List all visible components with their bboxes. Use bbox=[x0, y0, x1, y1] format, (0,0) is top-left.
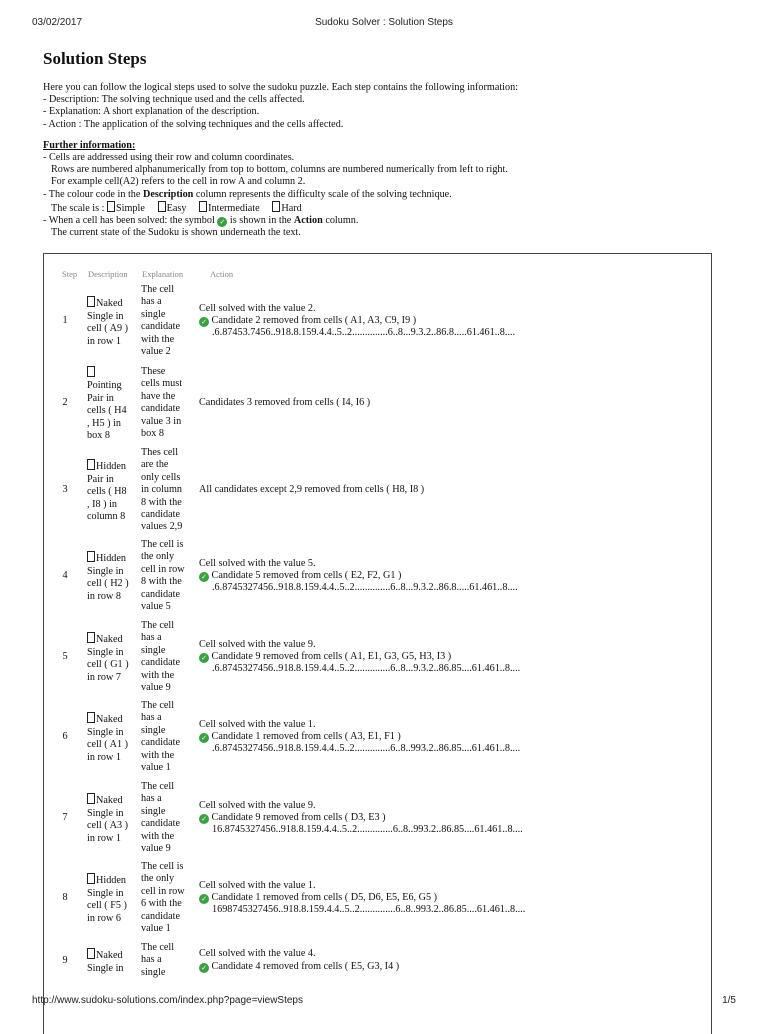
description-text: Naked bbox=[96, 795, 123, 807]
description-line bbox=[87, 296, 141, 310]
description-text: Naked bbox=[96, 298, 123, 310]
col-header-action: Action bbox=[210, 269, 234, 279]
description-line bbox=[87, 913, 141, 925]
sudoku-state: .6.8745327456..918.8.159.4.4..5..2..............6..8...9.3.2..86.85....61.461..8.... bbox=[212, 663, 521, 675]
step-number: 7 bbox=[62, 812, 68, 824]
step-explanation bbox=[141, 539, 199, 613]
step-description bbox=[87, 793, 141, 845]
action-text: All candidates except 2,9 removed from cells ( H8, I8 ) bbox=[199, 484, 425, 496]
explanation-line: candidate bbox=[141, 818, 181, 830]
description-line bbox=[87, 888, 141, 900]
description-text: column 8 bbox=[87, 511, 126, 523]
info-line: The current state of the Sudoku is shown underneath the text. bbox=[51, 227, 301, 239]
description-line bbox=[87, 739, 141, 751]
step-description bbox=[87, 551, 141, 603]
description-line bbox=[87, 712, 141, 726]
action-text: Candidate 4 removed from cells ( E5, G3, I4 ) bbox=[211, 960, 400, 972]
description-line bbox=[87, 948, 141, 962]
difficulty-swatch-icon bbox=[87, 459, 95, 470]
description-line bbox=[87, 793, 141, 807]
explanation-line: value 1 bbox=[141, 762, 171, 774]
step-explanation bbox=[141, 781, 199, 855]
solved-text: Cell solved with the value 9. bbox=[199, 638, 316, 650]
description-text: Pair in bbox=[87, 473, 114, 485]
intro-line: Here you can follow the logical steps used to solve the sudoku puzzle. Each step contains the following information: bbox=[43, 82, 519, 93]
description-text: cells ( H8 bbox=[87, 486, 127, 498]
step-description bbox=[87, 296, 141, 348]
action-line bbox=[199, 570, 719, 582]
col-header-step: Step bbox=[62, 269, 78, 279]
step-explanation bbox=[141, 942, 199, 979]
explanation-line: value 9 bbox=[141, 682, 171, 694]
step-action bbox=[199, 800, 719, 837]
explanation-line: cell in row bbox=[141, 885, 185, 897]
step-number: 4 bbox=[62, 570, 68, 582]
scale-label: The scale is : bbox=[51, 202, 105, 214]
info-text: - The colour code in the bbox=[43, 188, 143, 200]
difficulty-swatch-icon bbox=[87, 793, 95, 804]
step-description bbox=[87, 459, 141, 523]
step-number: 6 bbox=[62, 731, 68, 743]
action-line bbox=[199, 315, 719, 327]
explanation-line: The cell is bbox=[141, 539, 184, 550]
description-text: cell ( H2 ) bbox=[87, 578, 129, 590]
print-page-number: 1/5 bbox=[722, 995, 736, 1006]
explanation-line: with the bbox=[141, 749, 175, 761]
action-text: Candidate 5 removed from cells ( E2, F2, G1 ) bbox=[211, 570, 402, 581]
intro-line: - Explanation: A short explanation of the description. bbox=[43, 106, 260, 118]
step-description bbox=[87, 712, 141, 764]
solved-check-icon: ✓ bbox=[199, 317, 209, 327]
description-line bbox=[87, 311, 141, 323]
description-text: Single in bbox=[87, 962, 124, 974]
step-number: 1 bbox=[62, 315, 68, 327]
description-text: cell ( F5 ) bbox=[87, 900, 127, 912]
info-bold: Description bbox=[142, 188, 194, 200]
step-explanation bbox=[141, 366, 199, 440]
sudoku-state: 1698745327456..918.8.159.4.4..5..2..............6..8..993.2..86.85....61.461..8.... bbox=[212, 904, 526, 916]
step-action bbox=[199, 948, 719, 973]
description-line bbox=[87, 511, 141, 523]
explanation-line: in column bbox=[141, 484, 183, 496]
explanation-line: candidate bbox=[141, 321, 181, 333]
description-text: , H5 ) in bbox=[87, 417, 121, 429]
solved-text: Cell solved with the value 1. bbox=[199, 879, 316, 891]
intro-line: - Action : The application of the solving techniques and the cells affected. bbox=[43, 118, 344, 130]
explanation-line: the only bbox=[141, 873, 175, 885]
solved-check-icon: ✓ bbox=[199, 572, 209, 582]
explanation-line: values 2,9 bbox=[141, 521, 183, 533]
scale-hard: Hard bbox=[281, 202, 302, 214]
difficulty-swatch-icon bbox=[87, 632, 95, 643]
explanation-line: The cell bbox=[141, 781, 175, 792]
difficulty-swatch-icon bbox=[87, 873, 95, 884]
solved-check-icon: ✓ bbox=[199, 653, 209, 663]
description-text: in row 7 bbox=[87, 671, 121, 683]
action-line bbox=[199, 812, 719, 824]
description-line bbox=[87, 430, 141, 442]
description-text: Pair in bbox=[87, 392, 114, 404]
col-header-description: Description bbox=[88, 269, 128, 279]
description-text: in row 1 bbox=[87, 335, 121, 347]
info-text: - When a cell has been solved: the symbol bbox=[43, 215, 215, 227]
explanation-line: candidate bbox=[141, 509, 181, 521]
solved-text: Cell solved with the value 9. bbox=[199, 799, 316, 811]
explanation-line: has a bbox=[141, 793, 162, 805]
sudoku-state: .6.8745327456..918.8.159.4.4..5..2..............6..8...9.3.2..86.8.....61.461..8.... bbox=[212, 582, 518, 594]
step-number: 2 bbox=[62, 397, 68, 409]
description-text: in row 1 bbox=[87, 832, 121, 844]
description-text: in row 8 bbox=[87, 590, 121, 602]
step-description bbox=[87, 366, 141, 442]
info-text: is shown in the bbox=[229, 215, 294, 227]
explanation-line: Thes cell bbox=[141, 447, 179, 458]
explanation-line: have the bbox=[141, 390, 176, 402]
description-text: Single in bbox=[87, 726, 124, 738]
explanation-line: with the bbox=[141, 333, 175, 345]
description-text: Pointing bbox=[87, 380, 122, 392]
explanation-line: The cell bbox=[141, 942, 175, 953]
description-text: cells ( H4 bbox=[87, 405, 127, 417]
description-line bbox=[87, 418, 141, 430]
explanation-line: candidate bbox=[141, 588, 181, 600]
description-line bbox=[87, 873, 141, 887]
explanation-line: only cells bbox=[141, 471, 181, 483]
info-text: column represents the difficulty scale of the solving technique. bbox=[193, 188, 452, 200]
description-text: Naked bbox=[96, 714, 123, 726]
sudoku-state: .6.8745327456..918.8.159.4.4..5..2..............6..8..993.2..86.85....61.461..8.... bbox=[212, 743, 521, 755]
info-line bbox=[43, 189, 733, 201]
description-text: cell ( A9 ) bbox=[87, 323, 129, 335]
action-line bbox=[199, 731, 719, 743]
solved-check-icon: ✓ bbox=[199, 894, 209, 904]
description-line bbox=[87, 336, 141, 348]
explanation-line: The cell bbox=[141, 284, 175, 295]
description-text: cell ( A1 ) bbox=[87, 739, 129, 751]
sudoku-state: 16.8745327456..918.8.159.4.4..5..2..............6..8..993.2..86.85....61.461..8.... bbox=[212, 824, 523, 836]
step-action bbox=[199, 397, 719, 409]
step-explanation bbox=[141, 861, 199, 935]
scale-simple: Simple bbox=[116, 202, 145, 214]
scale-easy: Easy bbox=[166, 202, 187, 214]
description-line bbox=[87, 366, 141, 380]
action-text: Candidate 9 removed from cells ( A1, E1, G3, G5, H3, I3 ) bbox=[211, 651, 452, 662]
hard-swatch-icon bbox=[272, 201, 280, 212]
description-line bbox=[87, 380, 141, 392]
description-text: box 8 bbox=[87, 430, 110, 442]
info-line: For example cell(A2) refers to the cell in row A and column 2. bbox=[51, 176, 306, 188]
description-text: Single in bbox=[87, 887, 124, 899]
step-action bbox=[199, 303, 719, 340]
print-date: 03/02/2017 bbox=[32, 17, 83, 28]
step-action bbox=[199, 719, 719, 756]
description-text: Hidden bbox=[96, 461, 126, 473]
difficulty-swatch-icon bbox=[87, 948, 95, 959]
step-action bbox=[199, 880, 719, 917]
step-description bbox=[87, 632, 141, 684]
explanation-line: The cell is bbox=[141, 861, 184, 872]
description-line bbox=[87, 591, 141, 603]
explanation-line: 8 with the bbox=[141, 576, 182, 588]
description-line bbox=[87, 632, 141, 646]
description-line bbox=[87, 499, 141, 511]
step-explanation bbox=[141, 447, 199, 534]
step-action bbox=[199, 639, 719, 676]
description-line bbox=[87, 808, 141, 820]
explanation-line: 6 with the bbox=[141, 898, 182, 910]
explanation-line: the only bbox=[141, 551, 175, 563]
step-number: 3 bbox=[62, 484, 68, 496]
step-explanation bbox=[141, 284, 199, 358]
solved-check-icon: ✓ bbox=[217, 217, 227, 227]
explanation-line: has a bbox=[141, 632, 162, 644]
explanation-line: with the bbox=[141, 830, 175, 842]
explanation-line: has a bbox=[141, 712, 162, 724]
description-line bbox=[87, 393, 141, 405]
explanation-line: has a bbox=[141, 954, 162, 966]
scale-intermediate: Intermediate bbox=[208, 202, 260, 214]
action-text: Candidate 1 removed from cells ( D5, D6, E5, E6, G5 ) bbox=[211, 892, 438, 903]
description-text: Single in bbox=[87, 646, 124, 658]
explanation-line: candidate bbox=[141, 657, 181, 669]
solved-check-icon: ✓ bbox=[199, 733, 209, 743]
step-number: 5 bbox=[62, 651, 68, 663]
info-line: Rows are numbered alphanumerically from top to bottom, columns are numbered numerically from left to right. bbox=[51, 164, 508, 176]
description-text: Single in bbox=[87, 565, 124, 577]
solved-check-icon: ✓ bbox=[199, 814, 209, 824]
description-text: cell ( G1 ) bbox=[87, 659, 129, 671]
description-line bbox=[87, 900, 141, 912]
description-line bbox=[87, 659, 141, 671]
explanation-line: value 3 in bbox=[141, 415, 182, 427]
difficulty-swatch-icon bbox=[87, 366, 95, 377]
description-line bbox=[87, 474, 141, 486]
description-line bbox=[87, 672, 141, 684]
description-line bbox=[87, 405, 141, 417]
description-line bbox=[87, 820, 141, 832]
explanation-line: These bbox=[141, 366, 166, 377]
sudoku-state: .6.87453.7456..918.8.159.4.4..5..2..............6..8...9.3.2..86.8.....61.461..8.... bbox=[212, 327, 516, 339]
action-line bbox=[199, 651, 719, 663]
print-url: http://www.sudoku-solutions.com/index.php?page=viewSteps bbox=[32, 995, 303, 1006]
description-line bbox=[87, 486, 141, 498]
explanation-line: value 2 bbox=[141, 346, 171, 358]
explanation-line: single bbox=[141, 805, 166, 817]
solved-check-icon: ✓ bbox=[199, 963, 209, 973]
explanation-line: are the bbox=[141, 459, 169, 471]
step-number: 8 bbox=[62, 892, 68, 904]
explanation-line: candidate bbox=[141, 910, 181, 922]
explanation-line: value 9 bbox=[141, 843, 171, 855]
explanation-line: The cell bbox=[141, 700, 175, 711]
description-line bbox=[87, 551, 141, 565]
solved-text: Cell solved with the value 5. bbox=[199, 557, 316, 569]
description-line bbox=[87, 752, 141, 764]
difficulty-swatch-icon bbox=[87, 551, 95, 562]
step-description bbox=[87, 873, 141, 925]
explanation-line: 8 with the bbox=[141, 496, 182, 508]
description-text: cell ( A3 ) bbox=[87, 820, 129, 832]
description-line bbox=[87, 578, 141, 590]
action-line bbox=[199, 484, 719, 496]
description-line bbox=[87, 459, 141, 473]
action-text: Candidates 3 removed from cells ( I4, I6 ) bbox=[199, 397, 371, 408]
page-title: Solution Steps bbox=[43, 49, 147, 68]
explanation-line: single bbox=[141, 308, 166, 320]
description-line bbox=[87, 647, 141, 659]
print-title: Sudoku Solver : Solution Steps bbox=[315, 17, 453, 28]
explanation-line: value 5 bbox=[141, 601, 171, 613]
description-text: Naked bbox=[96, 634, 123, 646]
description-line bbox=[87, 963, 141, 975]
explanation-line: single bbox=[141, 966, 166, 978]
scale-line bbox=[43, 201, 733, 215]
step-number: 9 bbox=[62, 954, 68, 966]
info-bold: Action bbox=[293, 215, 323, 227]
explanation-line: single bbox=[141, 644, 166, 656]
explanation-line: value 1 bbox=[141, 923, 171, 935]
action-line bbox=[199, 961, 719, 973]
description-text: Hidden bbox=[96, 553, 126, 565]
description-line bbox=[87, 566, 141, 578]
further-info-heading: Further information: bbox=[43, 139, 136, 151]
difficulty-swatch-icon bbox=[87, 712, 95, 723]
explanation-line: cells must bbox=[141, 378, 183, 390]
description-text: Naked bbox=[96, 950, 123, 962]
action-line bbox=[199, 397, 719, 409]
explanation-line: cell in row bbox=[141, 563, 185, 575]
step-explanation bbox=[141, 620, 199, 694]
explanation-line: with the bbox=[141, 669, 175, 681]
explanation-line: candidate bbox=[141, 737, 181, 749]
solved-text: Cell solved with the value 4. bbox=[199, 948, 316, 960]
description-line bbox=[87, 833, 141, 845]
intermediate-swatch-icon bbox=[199, 201, 207, 212]
explanation-line: has a bbox=[141, 296, 162, 308]
difficulty-swatch-icon bbox=[87, 296, 95, 307]
description-text: in row 1 bbox=[87, 751, 121, 763]
col-header-explanation: Explanation bbox=[142, 269, 184, 279]
step-description bbox=[87, 948, 141, 975]
action-text: Candidate 1 removed from cells ( A3, E1, F1 ) bbox=[211, 731, 401, 742]
solved-text: Cell solved with the value 2. bbox=[199, 302, 316, 314]
step-action bbox=[199, 484, 719, 496]
simple-swatch-icon bbox=[107, 201, 115, 212]
intro-line: - Description: The solving technique used and the cells affected. bbox=[43, 94, 305, 106]
action-text: Candidate 9 removed from cells ( D3, E3 ) bbox=[211, 812, 386, 823]
description-text: Hidden bbox=[96, 875, 126, 887]
description-text: Single in bbox=[87, 807, 124, 819]
step-explanation bbox=[141, 700, 199, 774]
description-line bbox=[87, 727, 141, 739]
description-line bbox=[87, 323, 141, 335]
action-text: Candidate 2 removed from cells ( A1, A3, C9, I9 ) bbox=[211, 315, 417, 326]
explanation-line: box 8 bbox=[141, 428, 164, 440]
action-line bbox=[199, 892, 719, 904]
description-text: Single in bbox=[87, 310, 124, 322]
info-line: - Cells are addressed using their row and column coordinates. bbox=[43, 152, 295, 164]
explanation-line: The cell bbox=[141, 620, 175, 631]
explanation-line: candidate bbox=[141, 403, 181, 415]
info-text: column. bbox=[322, 215, 359, 227]
info-line bbox=[43, 215, 733, 227]
step-action bbox=[199, 558, 719, 595]
explanation-line: single bbox=[141, 724, 166, 736]
easy-swatch-icon bbox=[158, 201, 166, 212]
description-text: , I8 ) in bbox=[87, 498, 117, 510]
solved-text: Cell solved with the value 1. bbox=[199, 718, 316, 730]
description-text: in row 6 bbox=[87, 912, 121, 924]
intro-text bbox=[43, 82, 733, 239]
